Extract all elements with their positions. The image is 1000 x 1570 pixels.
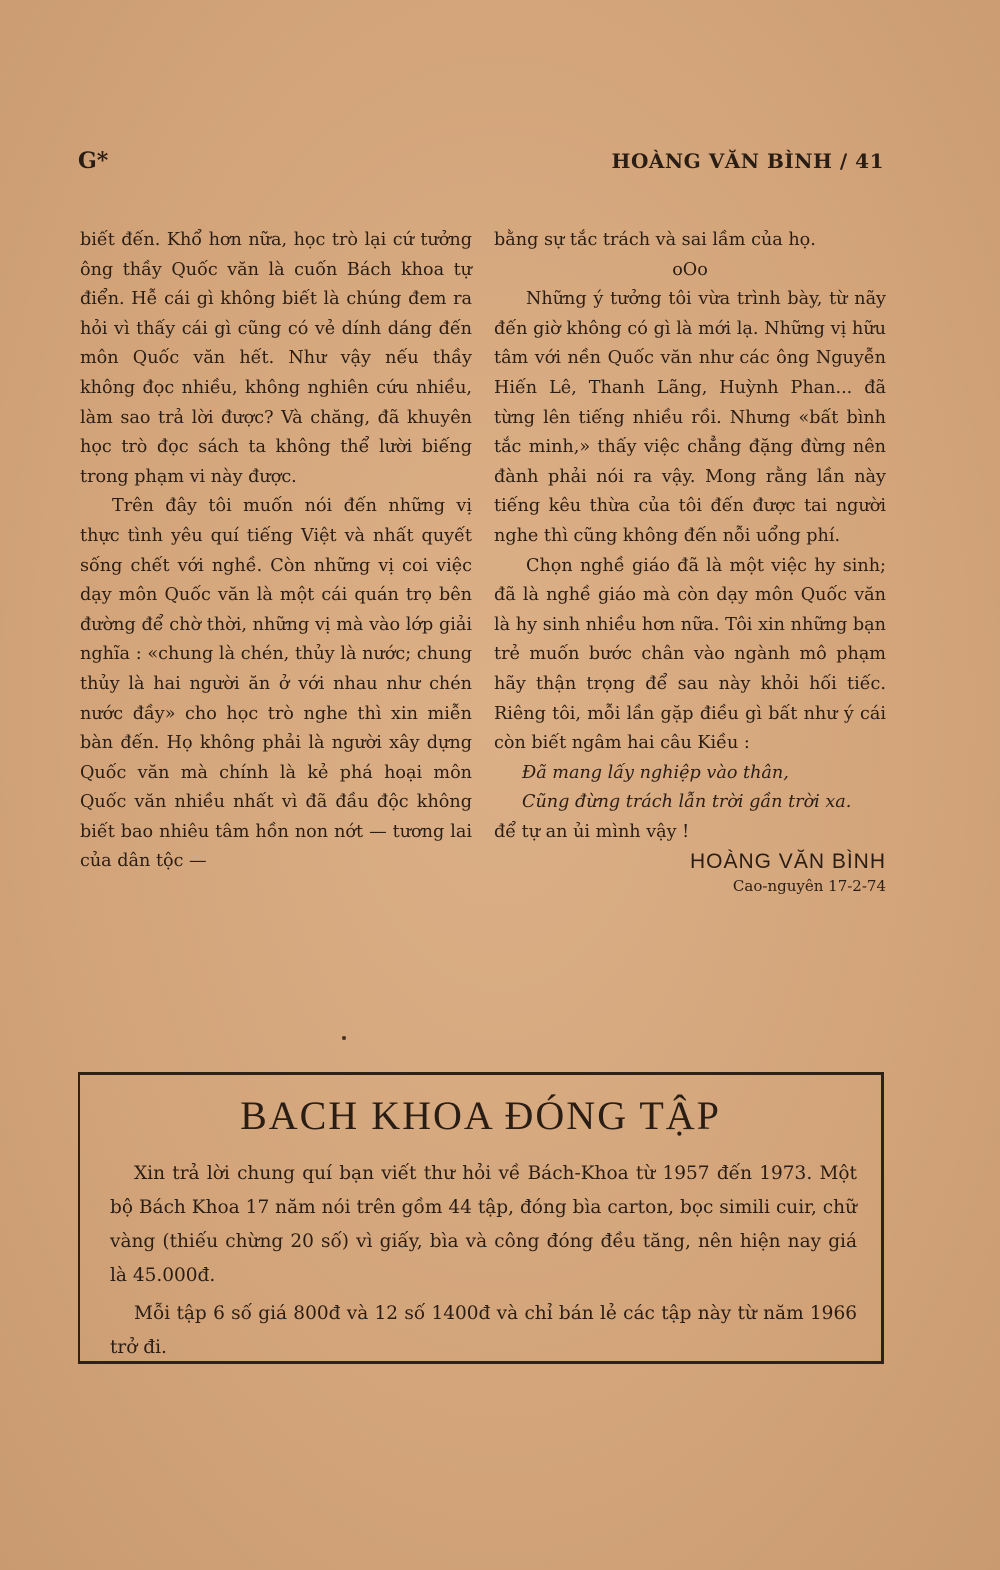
notice-box — [78, 1072, 884, 1364]
notice-paragraph: Xin trả lời chung quí bạn viết thư hỏi về Bách-Khoa từ 1957 đến 1973. Một bộ Bách Khoa 17 năm nói trên gồm 44 tập, đóng bìa carton, bọc simili cuir, chữ vàng (thiếu chừng 20 số) vì giấy, bìa và công đóng đều tăng, nên hiện nay giá là 45.000đ. — [110, 1163, 857, 1286]
poem-line: Đã mang lấy nghiệp vào thân, — [522, 762, 789, 783]
closing-line: để tự an ủi mình vậy ! — [494, 821, 690, 842]
notice-body — [80, 1157, 881, 1365]
paragraph: biết đến. Khổ hơn nữa, học trò lại cứ tưởng ông thầy Quốc văn là cuốn Bách khoa tự điển. Hễ cái gì không biết là chúng đem ra hỏi vì thấy cái gì cũng có vẻ dính dáng đến môn Quốc văn hết. Như vậy nếu thầy không đọc nhiều, không nghiên cứu nhiều, làm sao trả lời được? Và chăng, đã khuyên học trò đọc sách ta không thể lười biếng trong phạm vi này được. — [80, 230, 472, 487]
place-date: Cao-nguyên 17-2-74 — [732, 877, 886, 896]
paragraph-continuation: bằng sự tắc trách và sai lầm của họ. — [494, 230, 816, 250]
corner-mark: G* — [78, 148, 109, 174]
page-header — [78, 143, 884, 179]
notice-paragraph: Mỗi tập 6 số giá 800đ và 12 số 1400đ và chỉ bán lẻ các tập này từ năm 1966 trở đi. — [110, 1303, 857, 1358]
section-separator: oOo — [672, 259, 708, 280]
right-column — [494, 226, 886, 895]
running-title: HOÀNG VĂN BÌNH / 41 — [611, 149, 884, 173]
ink-dot — [342, 1036, 346, 1040]
poem-line: Cũng đừng trách lẫn trời gần trời xa. — [522, 792, 852, 813]
paragraph: Những ý tưởng tôi vừa trình bày, từ nãy đến giờ không có gì là mới lạ. Những vị hữu tâm với nền Quốc văn như các ông Nguyễn Hiến Lê, Thanh Lãng, Huỳnh Phan... đã từng lên tiếng nhiều rồi. Nhưng «bất bình tắc minh,» thấy việc chẳng đặng đừng nên đành phải nói ra vậy. Mong rằng lần này tiếng kêu thừa của tôi đến được tai người nghe thì cũng không đến nỗi uổng phí. — [494, 289, 886, 546]
author-signature: HOÀNG VĂN BÌNH — [689, 850, 886, 874]
left-column — [80, 226, 472, 877]
notice-title: BACH KHOA ĐÓNG TẬP — [240, 1093, 721, 1138]
paragraph: Trên đây tôi muốn nói đến những vị thực tình yêu quí tiếng Việt và nhất quyết sống chết với nghề. Còn những vị coi việc dạy môn Quốc văn là một cái quán trọ bên đường để chờ thời, những vị mà vào lớp giải nghĩa : «chung là chén, thủy là nước; chung thủy là hai người ăn ở với nhau như chén nước đầy» cho học trò nghe thì xin miễn bàn đến. Họ không phải là người xây dựng Quốc văn mà chính là kẻ phá hoại môn Quốc văn nhiều nhất vì đã đầu độc không biết bao nhiêu tâm hồn non nớt — tương lai của dân tộc — — [80, 496, 472, 872]
paragraph: Chọn nghề giáo đã là một việc hy sinh; đã là nghề giáo mà còn dạy môn Quốc văn là hy sinh nhiều hơn nữa. Tôi xin những bạn trẻ muốn bước chân vào ngành mô phạm hãy thận trọng để sau này khỏi hối tiếc. Riêng tôi, mỗi lần gặp điều gì bất như ý cái còn biết ngâm hai câu Kiều : — [494, 555, 886, 754]
